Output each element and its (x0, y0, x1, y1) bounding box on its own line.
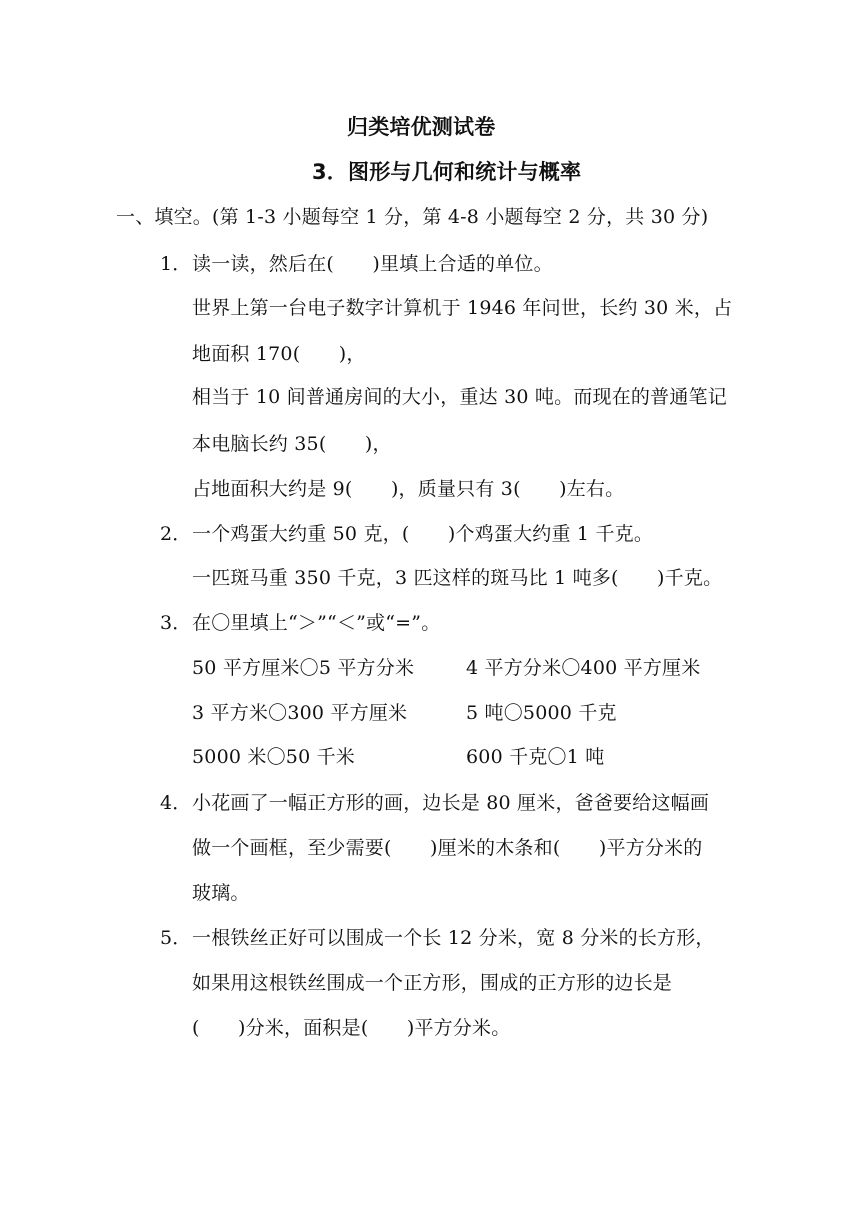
document-subtitle: 3．图形与几何和统计与概率 (312, 160, 582, 184)
question-text-line: 玻璃。 (192, 882, 250, 904)
question-text-line: 小花画了一幅正方形的画，边长是 80 厘米，爸爸要给这幅画 (192, 792, 710, 814)
question-number: 2． (160, 523, 192, 545)
document-title: 归类培优测试卷 (347, 115, 496, 139)
comparison-item: 5000 米〇50 千米 (192, 746, 356, 768)
question-number: 3． (160, 612, 192, 634)
question-number: 5． (160, 927, 192, 949)
comparison-item: 600 千克〇1 吨 (466, 746, 605, 768)
comparison-item: 50 平方厘米〇5 平方分米 (192, 657, 415, 679)
question-text-line: 相当于 10 间普通房间的大小，重达 30 吨。而现在的普通笔记 (192, 386, 727, 408)
question-text-line: 一根铁丝正好可以围成一个长 12 分米，宽 8 分米的长方形， (192, 927, 715, 949)
question-text-line: 一个鸡蛋大约重 50 克，( )个鸡蛋大约重 1 千克。 (192, 523, 654, 545)
question-text-line: 一匹斑马重 350 千克，3 匹这样的斑马比 1 吨多( )千克。 (192, 567, 723, 589)
question-text-line: 世界上第一台电子数字计算机于 1946 年问世，长约 30 米，占 (192, 297, 733, 319)
question-number: 1． (160, 253, 192, 275)
section-heading: 一、填空。(第 1-3 小题每空 1 分，第 4-8 小题每空 2 分，共 30 分) (116, 206, 709, 228)
comparison-item: 3 平方米〇300 平方厘米 (192, 702, 408, 724)
question-number: 4． (160, 792, 192, 814)
question-text-line: 做一个画框，至少需要( )厘米的木条和( )平方分米的 (192, 837, 703, 859)
question-text-line: 占地面积大约是 9( )，质量只有 3( )左右。 (192, 478, 625, 500)
question-text-line: 本电脑长约 35( )， (192, 433, 392, 455)
question-text-line: ( )分米，面积是( )平方分米。 (192, 1017, 511, 1039)
question-text-line: 如果用这根铁丝围成一个正方形，围成的正方形的边长是 (192, 972, 673, 994)
comparison-item: 5 吨〇5000 千克 (466, 702, 617, 724)
question-text-line: 读一读，然后在( )里填上合适的单位。 (192, 253, 553, 275)
comparison-item: 4 平方分米〇400 平方厘米 (466, 657, 701, 679)
question-text-line: 地面积 170( )， (192, 343, 366, 365)
question-text-line: 在〇里填上“＞”“＜”或“=”。 (192, 612, 441, 634)
